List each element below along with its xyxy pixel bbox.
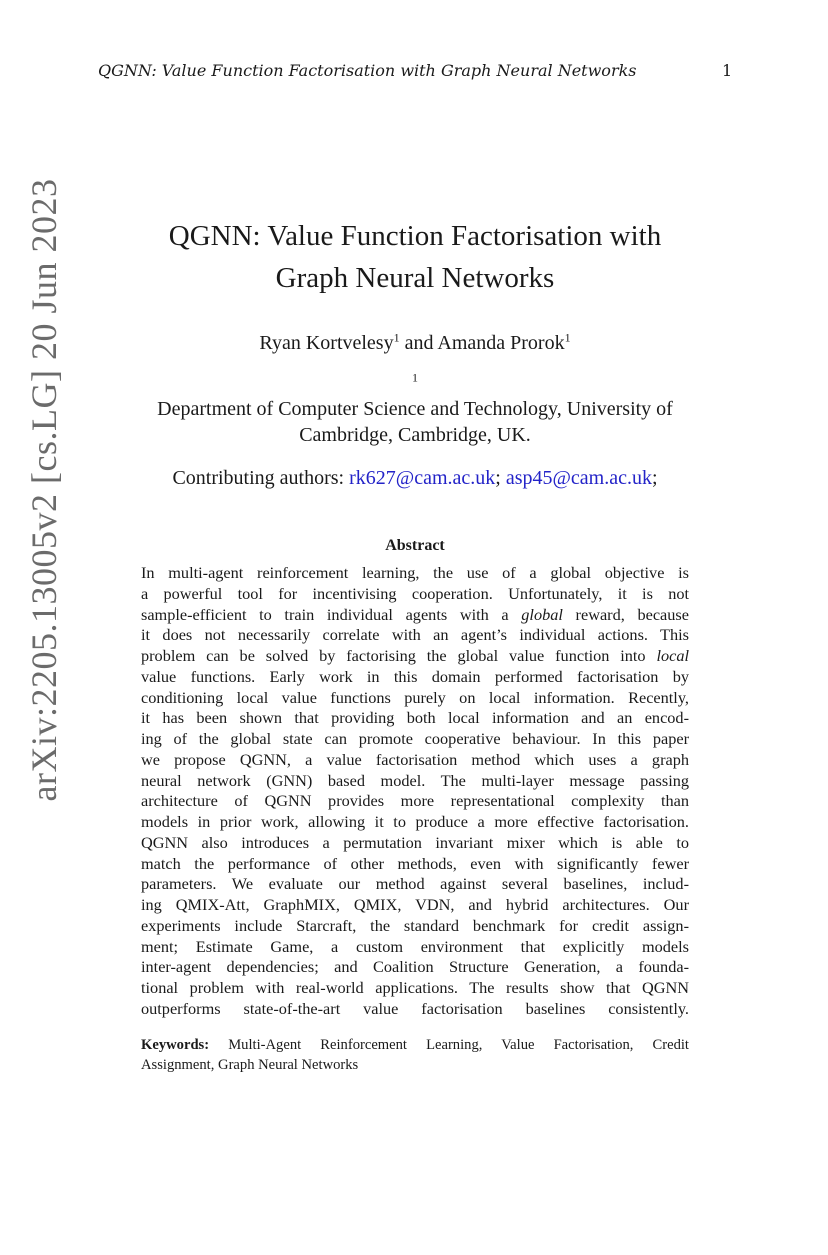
keywords: [141, 1036, 689, 1075]
abstract-line: ing of the global state can promote cooperative behaviour. In this paper: [141, 729, 689, 748]
affiliation: [100, 370, 730, 448]
author-name: Amanda Prorok: [437, 332, 565, 354]
affiliation-text: Department of Computer Science and Technology, University of: [157, 398, 673, 420]
title-line: Graph Neural Networks: [275, 262, 555, 294]
abstract-line: we propose QGNN, a value factorisation method which uses a graph: [141, 749, 689, 769]
title-line: QGNN: Value Function Factorisation with: [168, 220, 662, 252]
abstract-line: problem can be solved by factorising the global value function into local: [141, 646, 689, 665]
affiliation-marker: 1: [564, 330, 571, 345]
abstract-line: experiments include Starcraft, the standard benchmark for credit assign-: [141, 915, 689, 935]
abstract-line: tional problem with real-world applications. The results show that QGNN: [141, 978, 689, 997]
author-name: Ryan Kortvelesy: [259, 332, 394, 354]
abstract-line: parameters. We evaluate our method against several baselines, includ-: [141, 874, 689, 894]
abstract-line: neural network (GNN) based model. The multi-layer message passing: [141, 770, 689, 790]
separator: ;: [495, 467, 506, 489]
abstract-line: conditioning local value functions purely on local information. Recently,: [141, 687, 689, 707]
abstract-body: [141, 563, 689, 1020]
affiliation-marker: 1: [412, 370, 418, 385]
keywords-label: Keywords:: [141, 1037, 210, 1053]
abstract-line: match the performance of other methods, even with significantly fewer: [141, 853, 689, 873]
contributing-authors: [100, 467, 730, 490]
keywords-text: Multi-Agent Reinforcement Learning, Value Factorisation, Credit: [209, 1037, 689, 1053]
separator: ;: [651, 467, 658, 489]
running-header-title: QGNN: Value Function Factorisation with Graph Neural Networks: [98, 61, 637, 80]
keywords-line: Assignment, Graph Neural Networks: [141, 1056, 359, 1073]
abstract-line: sample-efficient to train individual agents with a global reward, because: [141, 604, 689, 624]
affiliation-line: [100, 370, 730, 422]
abstract-line: In multi-agent reinforcement learning, the use of a global objective is: [141, 563, 689, 582]
affiliation-marker: 1: [393, 330, 400, 345]
abstract-line: value functions. Early work in this domain performed factorisation by: [141, 666, 689, 686]
arxiv-stamp: arXiv:2205.13005v2 [cs.LG] 20 Jun 2023: [24, 178, 64, 802]
page-number: 1: [722, 61, 733, 80]
abstract-line: QGNN also introduces a permutation invariant mixer which is able to: [141, 832, 689, 852]
abstract-line: it does not necessarily correlate with an agent’s individual actions. This: [141, 625, 689, 645]
abstract-line: it has been shown that providing both local information and an encod-: [141, 708, 689, 728]
keywords-line: [141, 1036, 689, 1056]
email-link[interactable]: rk627@cam.ac.uk: [349, 467, 496, 489]
abstract-line: outperforms state-of-the-art value factorisation baselines consistently.: [141, 998, 689, 1018]
abstract-line: inter-agent dependencies; and Coalition Structure Generation, a founda-: [141, 957, 689, 977]
paper-title: [100, 215, 730, 299]
abstract-heading: Abstract: [385, 537, 445, 554]
authors: [100, 332, 730, 355]
affiliation-line: Cambridge, Cambridge, UK.: [299, 424, 531, 446]
abstract-line: models in prior work, allowing it to produce a more effective factorisation.: [141, 812, 689, 831]
abstract-line: a powerful tool for incentivising cooperation. Unfortunately, it is not: [141, 583, 689, 603]
abstract-line: ing QMIX-Att, GraphMIX, QMIX, VDN, and hybrid architectures. Our: [141, 895, 689, 914]
contributing-label: Contributing authors:: [172, 467, 350, 489]
email-link[interactable]: asp45@cam.ac.uk: [505, 467, 652, 489]
authors-conjunction: and: [399, 332, 438, 354]
abstract-line: ment; Estimate Game, a custom environment that explicitly models: [141, 936, 689, 956]
abstract-line: architecture of QGNN provides more representational complexity than: [141, 791, 689, 811]
